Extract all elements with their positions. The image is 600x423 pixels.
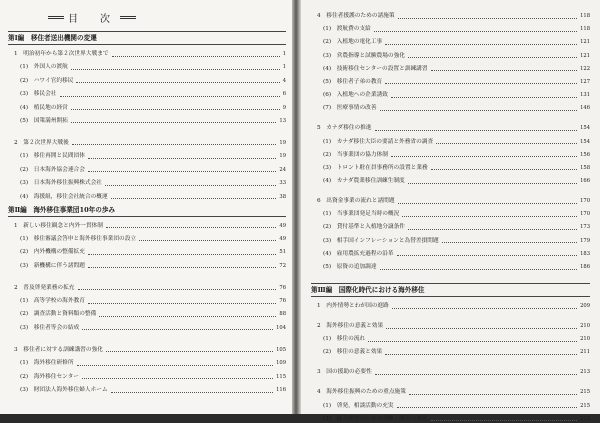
dot-leader	[88, 171, 276, 172]
toc-section-label: (4) カナダ農業移住訓練生制度	[323, 178, 405, 185]
dot-leader	[77, 365, 274, 366]
toc-section[interactable]	[8, 147, 286, 160]
toc-section-label: (3) 財団法人海外移住婦人ホーム	[20, 387, 108, 394]
toc-section[interactable]	[311, 172, 590, 185]
page-number: 115	[276, 373, 286, 380]
page-number: 211	[580, 349, 590, 356]
dot-leader	[442, 242, 577, 243]
toc-section[interactable]	[311, 146, 590, 159]
toc-section[interactable]	[8, 160, 286, 173]
toc-section-label: (1) 海外移住研修所	[20, 360, 74, 367]
toc-section-label: (1) カナダ移住大臣の要請と外務省の調査	[323, 138, 434, 145]
toc-section[interactable]	[311, 60, 590, 73]
page-number: 210	[580, 323, 590, 329]
dot-leader	[385, 83, 577, 84]
toc-chapter[interactable]	[311, 195, 590, 205]
dot-leader	[391, 97, 577, 98]
dot-leader	[431, 70, 578, 71]
dot-leader	[397, 255, 577, 256]
page-number: 72	[279, 262, 286, 269]
dot-leader	[112, 56, 280, 57]
toc-section-label: (1) 移住再開と民間団体	[20, 153, 85, 160]
toc-section[interactable]	[311, 20, 590, 33]
dot-leader	[105, 185, 276, 186]
toc-chapter-label: 6 出資金事業の流れと諸問題	[317, 198, 395, 205]
toc-section-label: (3) 日本海外移住振興株式会社	[20, 180, 102, 187]
page-number: 76	[279, 298, 286, 305]
toc-section[interactable]	[8, 292, 286, 305]
dot-leader	[60, 96, 280, 97]
toc-section-label: (1) 移住審議会答申と海外移住事業団の設立	[20, 235, 137, 242]
page-number: 156	[580, 151, 590, 158]
toc-section-label: (1) 当事業団発足当時の概況	[323, 211, 400, 218]
dot-leader	[408, 57, 577, 58]
toc-chapter[interactable]	[311, 320, 590, 330]
dot-leader	[408, 183, 577, 184]
toc-section-label: (1) 渡航費の支給	[323, 26, 371, 33]
toc-section[interactable]	[8, 58, 286, 71]
dot-leader	[88, 158, 276, 159]
toc-chapter[interactable]	[8, 220, 286, 230]
toc-section[interactable]	[311, 231, 590, 244]
dot-leader	[391, 156, 577, 157]
part-heading: 第Ⅱ編 海外移住事業団10年の歩み	[8, 204, 286, 217]
page-number: 9	[282, 104, 286, 111]
toc-section-label: (2) 貸付基準と入植地分譲条件	[323, 224, 405, 231]
page-number: 19	[279, 139, 286, 146]
toc-section-label: (3) 営農指導と試験農場の強化	[323, 52, 405, 59]
page-number: 146	[580, 105, 590, 112]
dot-leader	[106, 227, 276, 228]
toc-chapter-label: 1 内外情勢とわが国の進路	[317, 303, 389, 309]
toc-section[interactable]	[8, 243, 286, 256]
toc-section[interactable]	[311, 330, 590, 343]
toc-section[interactable]	[8, 187, 286, 200]
toc-section-label: (2) 当事業団の協力体制	[323, 151, 388, 158]
toc-section[interactable]	[311, 73, 590, 86]
toc-chapter-label: 2 第２次世界大戦後	[14, 139, 69, 146]
left-toc-body	[8, 31, 286, 394]
dot-leader	[71, 122, 277, 123]
dot-leader	[82, 378, 273, 379]
page-number: 116	[276, 387, 286, 394]
toc-section[interactable]	[8, 71, 286, 84]
dot-leader	[436, 143, 577, 144]
toc-section[interactable]	[311, 86, 590, 99]
dot-leader	[402, 216, 577, 217]
toc-title-text: 目 次	[68, 13, 116, 25]
page-number: 19	[279, 153, 286, 160]
toc-chapter[interactable]	[311, 122, 590, 132]
toc-section[interactable]	[311, 99, 590, 112]
page-number: 13	[279, 117, 286, 124]
part-heading: 第Ⅲ編 国際化時代における海外移住	[311, 283, 590, 297]
toc-section[interactable]	[8, 305, 286, 318]
dot-leader	[88, 254, 276, 255]
page-number: 121	[580, 52, 590, 59]
dot-leader	[78, 289, 277, 290]
toc-section-label: (4) 雇用農拡充過程の沿革	[323, 250, 394, 257]
dot-leader	[392, 308, 577, 309]
toc-section-label: (3) 相手国インフレーションと為替差損問題	[323, 237, 439, 244]
toc-chapter[interactable]	[311, 386, 590, 396]
page-number: 51	[279, 249, 286, 256]
page-number: 105	[276, 346, 286, 353]
part-heading: 第Ⅰ編 移住者送出機関の変遷	[8, 31, 286, 45]
toc-section[interactable]	[311, 258, 590, 271]
dot-leader	[385, 44, 577, 45]
page-number: 186	[580, 264, 590, 270]
book-gutter	[292, 0, 301, 414]
dot-leader	[409, 394, 577, 395]
toc-section[interactable]	[311, 218, 590, 231]
page-number: 76	[279, 284, 286, 291]
toc-section-label: (5) 原資の追加調達	[323, 264, 377, 270]
dot-leader	[111, 198, 277, 199]
toc-chapter-label: 3 国の援助の必要性	[317, 369, 372, 376]
toc-section-label: (6) 入植地への企業誘致	[323, 92, 388, 99]
toc-section[interactable]	[311, 410, 590, 423]
toc-section[interactable]	[8, 354, 286, 367]
toc-section-label: (2) 入植地の電化工事	[323, 39, 383, 46]
toc-chapter-label: 2 普及啓発業務の拡充	[14, 284, 75, 291]
dot-leader	[375, 374, 577, 375]
page-number: 4	[282, 77, 286, 84]
dot-leader	[88, 303, 276, 304]
toc-section[interactable]	[8, 256, 286, 269]
dot-leader	[375, 130, 578, 131]
toc-section-label: (5) 国策満州開拓	[20, 117, 68, 124]
right-toc-body	[311, 10, 590, 423]
toc-chapter-label: 5 カナダ移住の推進	[317, 125, 372, 132]
page-number: 170	[580, 211, 590, 218]
page-number: 179	[580, 237, 590, 244]
toc-section[interactable]	[311, 205, 590, 218]
toc-section-label: (1) 外国人の渡航	[20, 64, 68, 71]
title-rule-left	[48, 16, 64, 19]
dot-leader	[386, 328, 577, 329]
page-number: 215	[580, 389, 590, 396]
page-number: 49	[279, 235, 286, 242]
toc-section[interactable]	[311, 46, 590, 59]
toc-section[interactable]	[311, 33, 590, 46]
toc-section-label: (1) 啓発，相談活動の充実	[323, 402, 394, 409]
page-number: 1	[282, 64, 286, 71]
page-number: 173	[580, 224, 590, 231]
page-number: 166	[580, 178, 590, 185]
toc-chapter-label: 4 移住者援護のための諸施策	[317, 13, 395, 19]
dot-leader	[380, 269, 578, 270]
toc-section[interactable]	[311, 159, 590, 172]
dot-leader	[99, 316, 276, 317]
toc-chapter[interactable]	[311, 10, 590, 20]
page-number: 131	[580, 92, 590, 99]
page-number: 121	[580, 39, 590, 46]
toc-section[interactable]	[8, 98, 286, 111]
toc-chapter[interactable]	[311, 366, 590, 376]
toc-section-label: (1) 高等学校の海外教育	[20, 298, 85, 305]
page-number: 154	[580, 125, 590, 132]
toc-section-label: (2) 移住の意義と効果	[323, 349, 383, 356]
toc-section-label: (4) 技術移住センターの設置と訓練講習	[323, 65, 428, 72]
dot-leader	[380, 110, 578, 111]
toc-section-label: (2) 海外移住センター	[20, 373, 80, 380]
toc-chapter[interactable]	[311, 300, 590, 310]
page-number: 38	[279, 193, 286, 200]
page-number: 215	[580, 415, 590, 422]
page-number: 33	[279, 180, 286, 187]
dot-leader	[398, 203, 578, 204]
toc-section-label: (3) 移住者等会の結成	[20, 324, 80, 331]
dot-leader	[88, 267, 276, 268]
page-number: 158	[580, 164, 590, 171]
toc-section[interactable]	[311, 343, 590, 356]
toc-section[interactable]	[8, 230, 286, 243]
dot-leader	[431, 169, 577, 170]
toc-chapter[interactable]	[8, 282, 286, 292]
toc-chapter-label: 4 海外移住振興のための重点施策	[317, 389, 406, 396]
dot-leader	[76, 82, 279, 83]
toc-section[interactable]	[8, 381, 286, 394]
dot-leader	[368, 341, 577, 342]
toc-section[interactable]	[311, 396, 590, 409]
toc-chapter[interactable]	[8, 48, 286, 58]
toc-section-label: (2) 内外機構の整備拡充	[20, 249, 85, 256]
toc-section[interactable]	[311, 245, 590, 258]
page-number: 1	[282, 51, 286, 57]
toc-section-label: (3) 移民会社	[20, 91, 57, 98]
page-number: 118	[580, 26, 590, 33]
dot-leader	[139, 240, 276, 241]
dot-leader	[431, 420, 577, 421]
dot-leader	[398, 18, 578, 19]
page-number: 183	[580, 250, 590, 257]
toc-section-label: (4) 海援組，移住会社統合の概運	[20, 193, 108, 200]
page-number: 170	[580, 198, 590, 205]
page-number: 213	[580, 369, 590, 376]
dot-leader	[82, 329, 273, 330]
toc-section-label: (1) 移住の流れ	[323, 336, 366, 343]
toc-section[interactable]	[8, 318, 286, 331]
toc-chapter-label: 2 海外移住の意義と効果	[317, 323, 384, 329]
toc-section[interactable]	[8, 85, 286, 98]
page-number: 49	[279, 222, 286, 229]
page-number: 127	[580, 78, 590, 85]
dot-leader	[374, 31, 577, 32]
toc-section-label: (2) 日本海外協会連合会	[20, 166, 85, 173]
page-number: 118	[580, 13, 590, 19]
toc-section-label: (2) ハワイ官約移民	[20, 77, 74, 84]
title-rule-right	[120, 16, 136, 19]
toc-section-label: (3) 新機構に伴う諸問題	[20, 262, 85, 269]
dot-leader	[408, 229, 577, 230]
page-number: 210	[580, 336, 590, 343]
page-number: 209	[580, 303, 590, 309]
toc-section-label: (7) 医療事情の改善	[323, 105, 377, 112]
page-number: 104	[276, 324, 286, 331]
toc-chapter-label: 1 新しい移住観念と内外一貫体制	[14, 222, 103, 229]
page-number: 154	[580, 138, 590, 145]
dot-leader	[71, 109, 280, 110]
toc-chapter[interactable]	[8, 344, 286, 354]
page-number: 6	[282, 91, 286, 98]
page-number: 215	[580, 402, 590, 409]
toc-chapter-label: 3 移住者に対する訓練講習の強化	[14, 346, 103, 353]
toc-section-label: (4) 植民地の経営	[20, 104, 68, 111]
toc-section[interactable]	[8, 367, 286, 380]
dot-leader	[385, 354, 577, 355]
left-page	[0, 0, 292, 414]
dot-leader	[111, 392, 273, 393]
toc-chapter[interactable]	[8, 137, 286, 147]
page-number: 88	[279, 311, 286, 318]
toc-section-label: (2) 能力開発のための訓練・講習の強化	[323, 415, 428, 422]
dot-leader	[397, 407, 577, 408]
toc-section-label: (3) トロント駐在員事務所の設置と業務	[323, 164, 428, 171]
page-number: 109	[276, 360, 286, 367]
toc-section-label: (2) 調査活動と資料類の整備	[20, 311, 97, 318]
toc-section-label: (5) 移住者子弟の教育	[323, 78, 383, 85]
dot-leader	[72, 144, 277, 145]
toc-section[interactable]	[8, 112, 286, 125]
dot-leader	[106, 351, 273, 352]
page-number: 24	[279, 166, 286, 173]
toc-title	[0, 6, 286, 28]
toc-section[interactable]	[8, 174, 286, 187]
right-page	[301, 0, 600, 422]
page-number: 122	[580, 65, 590, 72]
toc-section[interactable]	[311, 132, 590, 145]
toc-chapter-label: 1 明治初年から第２次世界大戦まで	[14, 51, 109, 57]
dot-leader	[71, 69, 280, 70]
